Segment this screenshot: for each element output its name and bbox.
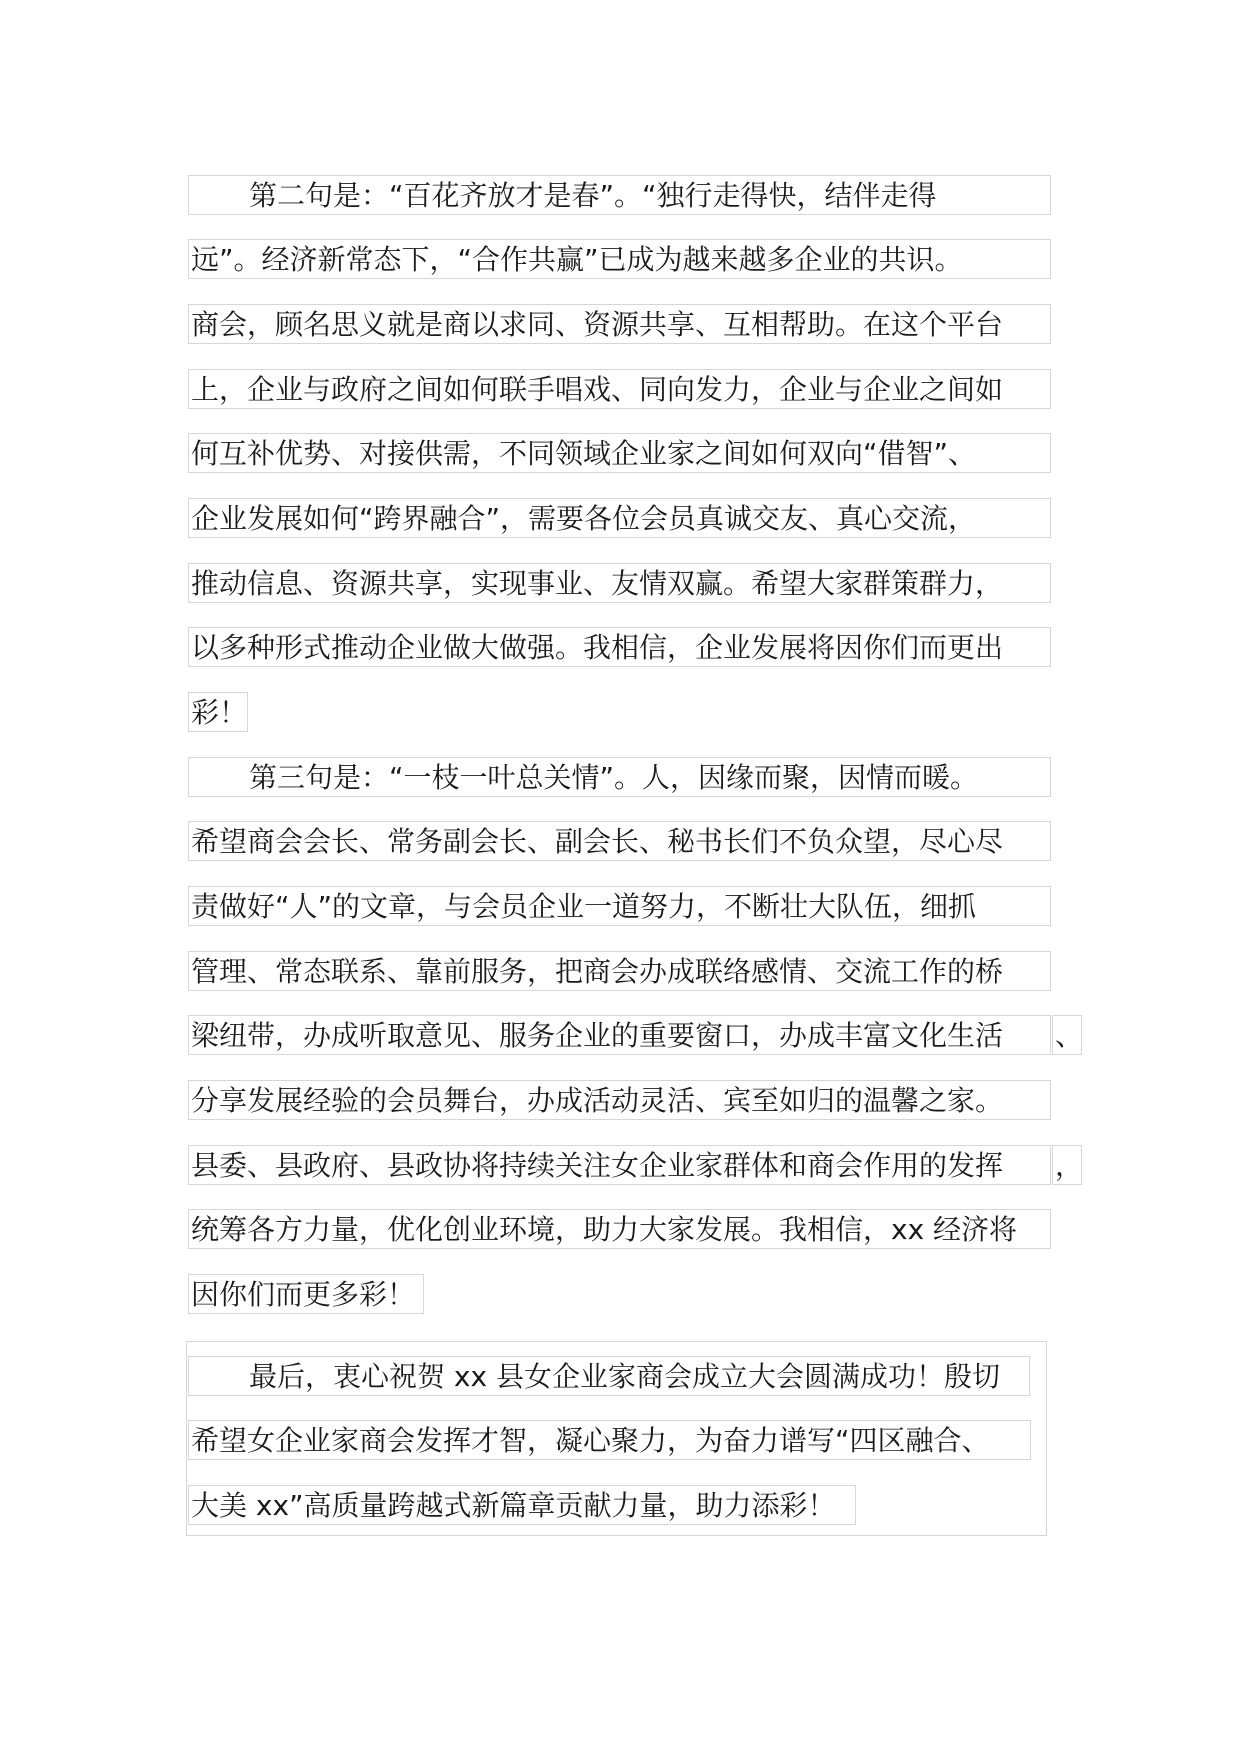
- line-overflow-char: ，: [1052, 1145, 1082, 1185]
- paragraph-line: 因你们而更多彩！: [188, 1274, 424, 1314]
- paragraph-line: 管理、常态联系、靠前服务，把商会办成联络感情、交流工作的桥: [188, 951, 1051, 991]
- paragraph-line: 最后，衷心祝贺 xx 县女企业家商会成立大会圆满成功！殷切: [188, 1356, 1030, 1396]
- paragraph-line: 何互补优势、对接供需，不同领域企业家之间如何双向“借智”、: [188, 433, 1051, 473]
- paragraph-line: 远”。经济新常态下，“合作共赢”已成为越来越多企业的共识。: [188, 239, 1051, 279]
- paragraph-line: 第三句是：“一枝一叶总关情”。人，因缘而聚，因情而暖。: [188, 757, 1051, 797]
- paragraph-line: 希望商会会长、常务副会长、副会长、秘书长们不负众望，尽心尽: [188, 821, 1051, 861]
- paragraph-line: 企业发展如何“跨界融合”，需要各位会员真诚交友、真心交流，: [188, 498, 1051, 538]
- paragraph-line: 梁纽带，办成听取意见、服务企业的重要窗口，办成丰富文化生活: [188, 1015, 1051, 1055]
- paragraph-line: 统筹各方力量，优化创业环境，助力大家发展。我相信，xx 经济将: [188, 1209, 1051, 1249]
- paragraph-line: 上，企业与政府之间如何联手唱戏、同向发力，企业与企业之间如: [188, 369, 1051, 409]
- paragraph-line: 第二句是：“百花齐放才是春”。“独行走得快，结伴走得: [188, 175, 1051, 215]
- line-overflow-char: 、: [1052, 1015, 1082, 1055]
- paragraph-line: 商会，顾名思义就是商以求同、资源共享、互相帮助。在这个平台: [188, 304, 1051, 344]
- paragraph-line: 推动信息、资源共享，实现事业、友情双赢。希望大家群策群力，: [188, 563, 1051, 603]
- paragraph-line: 分享发展经验的会员舞台，办成活动灵活、宾至如归的温馨之家。: [188, 1080, 1051, 1120]
- paragraph-line: 大美 xx”高质量跨越式新篇章贡献力量，助力添彩！: [188, 1485, 856, 1525]
- paragraph-line: 以多种形式推动企业做大做强。我相信，企业发展将因你们而更出: [188, 627, 1051, 667]
- paragraph-line: 责做好“人”的文章，与会员企业一道努力，不断壮大队伍，细抓: [188, 886, 1051, 926]
- paragraph-line: 彩！: [188, 692, 248, 732]
- paragraph-line: 县委、县政府、县政协将持续关注女企业家群体和商会作用的发挥: [188, 1145, 1051, 1185]
- paragraph-line: 希望女企业家商会发挥才智，凝心聚力，为奋力谱写“四区融合、: [188, 1420, 1031, 1460]
